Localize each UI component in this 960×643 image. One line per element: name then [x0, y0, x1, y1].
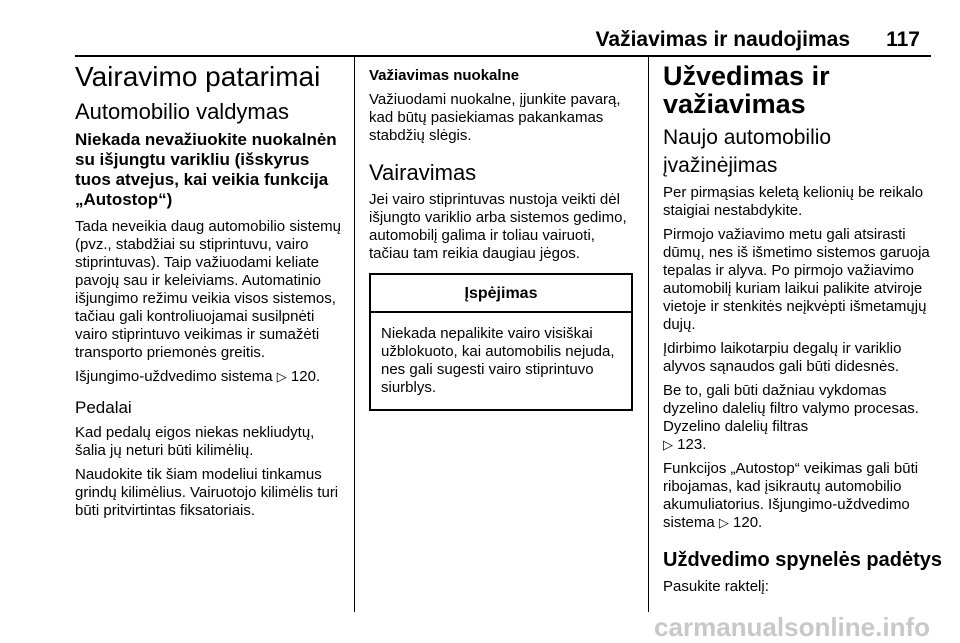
paragraph-ref: Be to, gali būti dažniau vykdomas dyzelino dalelių filtro valymo procesas. Dyzelino dalelių filtras ▷ 123.: [663, 382, 919, 453]
heading-driving-tips: Vairavimo patarimai: [75, 61, 321, 92]
page-number: 117: [886, 28, 920, 51]
page-ref-icon: ▷: [663, 437, 673, 452]
section-title: Važiavimas ir naudojimas: [595, 28, 850, 51]
column-2: [369, 57, 633, 411]
column-3: [663, 57, 942, 602]
page-ref-icon: ▷: [718, 515, 729, 530]
warning-box: [369, 273, 633, 411]
paragraph-ref: Išjungimo-uždvedimo sistema ▷ 120.: [75, 368, 321, 385]
paragraph: Važiuodami nuokalne, įjunkite pavarą, kad būtų pasiekiamas pakankamas stabdžių slėgis.: [369, 91, 621, 144]
heading-pedals: Pedalai: [75, 398, 132, 417]
paragraph: Įdirbimo laikotarpiu degalų ir variklio alyvos sąnaudos gali būti didesnės.: [663, 340, 902, 375]
warning-text: Niekada nepalikite vairo visiškai užblokuoto, kai automobilis nejuda, nes gali sugesti vairo stiprintuvo siurblys.: [381, 325, 615, 396]
page-ref-icon: ▷: [276, 369, 287, 384]
heading-downhill: Važiavimas nuokalne: [369, 67, 520, 84]
page-ref[interactable]: 120.: [290, 368, 321, 385]
column-divider: [354, 57, 355, 612]
warning-title: Įspėjimas: [371, 275, 631, 313]
heading-starting-driving: Užvedimas ir važiavimas: [663, 61, 830, 119]
watermark: carmanualsonline.info: [654, 612, 930, 642]
paragraph: Naudokite tik šiam modeliui tinkamus grindų kilimėlius. Vairuotojo kilimėlis turi būti pritvirtintas fiksatoriais.: [75, 466, 339, 519]
page-header: [0, 26, 960, 54]
paragraph: Jei vairo stiprintuvas nustoja veikti dėl išjungto variklio arba sistemos gedimo, automobilį galima ir toliau vairuoti, tačiau tam reikia daugiau jėgos.: [369, 191, 627, 262]
paragraph: Per pirmąsias keletą kelionių be reikalo staigiai nestabdykite.: [663, 184, 924, 219]
heading-never-coast: Niekada nevažiuokite nuokalnėn su išjungtu varikliu (išskyrus tuos atvejus, kai veikia funkcija „Autostop“): [75, 130, 337, 209]
heading-ignition-positions: Uždvedimo spynelės padėtys: [663, 549, 942, 571]
paragraph: Kad pedalų eigos niekas nekliudytų, šalia jų neturi būti kilimėlių.: [75, 424, 315, 459]
column-1: [75, 57, 343, 526]
heading-running-in: Naujo automobilio įvažinėjimas: [663, 126, 832, 177]
paragraph: Pirmojo važiavimo metu gali atsirasti dūmų, nes iš išmetimo sistemos garuoja tepalas ir alyva. Po pirmojo važiavimo automobilį kuriam laikui palikite atviroje vietoje ir stenkitės neįkvėpti išmetamųjų dujų.: [663, 226, 930, 333]
heading-steering: Vairavimas: [369, 160, 477, 185]
heading-vehicle-control: Automobilio valdymas: [75, 99, 289, 124]
paragraph: Tada neveikia daug automobilio sistemų (pvz., stabdžiai su stiprintuvu, vairo stiprintuvas). Taip važiuodami keliate pavojų sau ir keleiviams. Automatinio išjungimo režimu veikia visos sistemos, tačiau gali kontroliuojamai susilpnėti vairo stiprintuvo veikimas ir sumažėti transporto priemonės greitis.: [75, 218, 341, 361]
page-ref[interactable]: 123.: [677, 436, 707, 453]
page-ref[interactable]: 120.: [733, 514, 763, 531]
paragraph: Pasukite raktelį:: [663, 578, 769, 595]
column-divider: [648, 57, 649, 612]
paragraph-ref: Funkcijos „Autostop“ veikimas gali būti ribojamas, kad įsikrautų automobilio akumuliatorius. Išjungimo-uždvedimo sistema ▷ 120.: [663, 460, 919, 531]
